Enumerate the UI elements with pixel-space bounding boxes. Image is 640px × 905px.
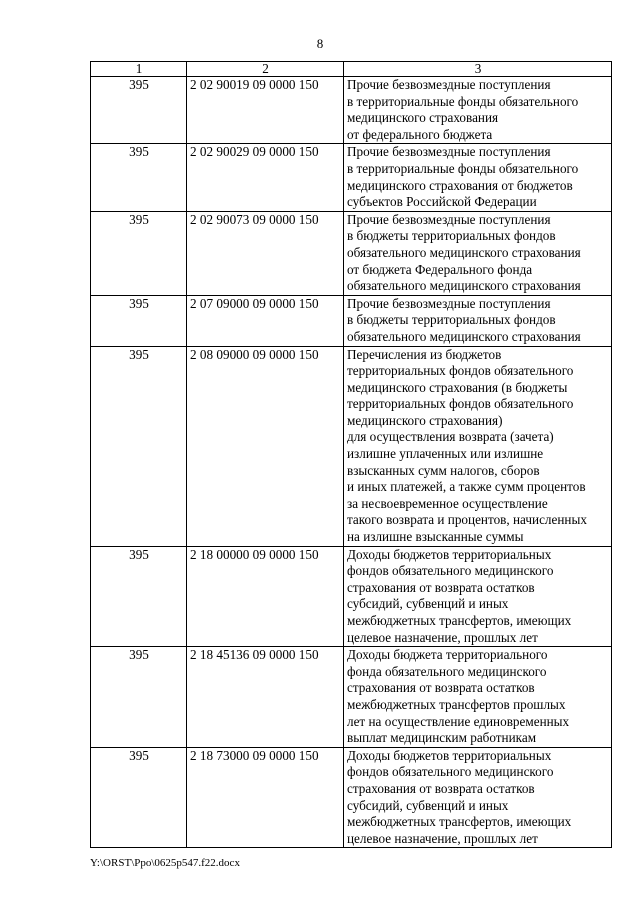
description-line: страхования от возврата остатков — [347, 780, 535, 796]
description-line: межбюджетных трансфертов, имеющих — [347, 613, 572, 628]
description-line: медицинского страхования от бюджетов — [347, 177, 573, 193]
description-line: территориальных фондов обязательного — [347, 363, 574, 379]
description-cell — [344, 546, 612, 647]
description-line: Доходы бюджетов территориальных — [347, 546, 552, 562]
description-line: субсидий, субвенций и иных — [347, 596, 509, 612]
admin-code-cell: 395 — [91, 546, 187, 647]
description-line: медицинского страхования — [347, 110, 499, 126]
revenue-code-cell: 2 18 73000 09 0000 150 — [187, 747, 344, 848]
description-line: выплат медицинским работникам — [347, 730, 537, 746]
description-line: страхования от возврата остатков — [347, 579, 535, 595]
revenue-code-cell: 2 08 09000 09 0000 150 — [187, 346, 344, 546]
admin-code-cell: 395 — [91, 295, 187, 346]
table-row — [91, 346, 612, 546]
description-line: и иных платежей, а также сумм процентов — [347, 479, 586, 495]
admin-code-cell: 395 — [91, 747, 187, 848]
revenue-code-cell: 2 02 90029 09 0000 150 — [187, 144, 344, 211]
description-line: межбюджетных трансфертов прошлых — [347, 696, 566, 712]
description-line: в территориальные фонды обязательного — [347, 160, 579, 176]
description-line: Прочие безвозмездные поступления — [347, 144, 551, 160]
description-line: Доходы бюджетов территориальных — [347, 747, 552, 763]
revenue-code-cell: 2 18 00000 09 0000 150 — [187, 546, 344, 647]
description-line: излишне уплаченных или излишне — [347, 446, 544, 462]
description-line: Доходы бюджета территориального — [347, 647, 548, 663]
description-line: Прочие безвозмездные поступления — [347, 77, 551, 92]
description-line: межбюджетных трансфертов, имеющих — [347, 814, 572, 830]
description-line: от бюджета Федерального фонда — [347, 261, 533, 277]
admin-code-cell: 395 — [91, 647, 187, 748]
table-row — [91, 77, 612, 144]
table-header-row — [91, 62, 612, 77]
header-col-3: 3 — [344, 62, 612, 77]
description-line: Прочие безвозмездные поступления — [347, 295, 551, 311]
table-body — [91, 77, 612, 848]
description-line: медицинского страхования) — [347, 412, 503, 428]
description-line: фондов обязательного медицинского — [347, 764, 554, 780]
description-line: за несвоевременное осуществление — [347, 495, 548, 511]
description-cell — [344, 647, 612, 748]
table-row — [91, 211, 612, 295]
description-line: медицинского страхования (в бюджеты — [347, 379, 568, 395]
description-line: от федерального бюджета — [347, 126, 493, 142]
description-line: в бюджеты территориальных фондов — [347, 228, 556, 244]
description-line: в территориальные фонды обязательного — [347, 93, 579, 109]
admin-code-cell: 395 — [91, 346, 187, 546]
revenue-code-cell: 2 02 90019 09 0000 150 — [187, 77, 344, 144]
description-line: фонда обязательного медицинского — [347, 663, 547, 679]
description-line: взысканных сумм налогов, сборов — [347, 462, 540, 478]
description-line: для осуществления возврата (зачета) — [347, 429, 554, 445]
description-line: обязательного медицинского страхования — [347, 328, 581, 344]
description-line: целевое назначение, прошлых лет — [347, 830, 538, 846]
table-row — [91, 747, 612, 848]
description-line: фондов обязательного медицинского — [347, 563, 554, 579]
admin-code-cell: 395 — [91, 211, 187, 295]
description-line: целевое назначение, прошлых лет — [347, 629, 538, 645]
description-line: в бюджеты территориальных фондов — [347, 312, 556, 328]
budget-codes-table — [90, 61, 612, 848]
description-line: обязательного медицинского страхования — [347, 244, 581, 260]
table-row — [91, 295, 612, 346]
description-line: Прочие безвозмездные поступления — [347, 211, 551, 227]
description-line: обязательного медицинского страхования — [347, 278, 581, 294]
description-line: территориальных фондов обязательного — [347, 396, 574, 412]
description-cell — [344, 77, 612, 144]
revenue-code-cell: 2 07 09000 09 0000 150 — [187, 295, 344, 346]
table-row — [91, 647, 612, 748]
description-line: субсидий, субвенций и иных — [347, 797, 509, 813]
footer-file-path: Y:\ORST\Ppo\0625p547.f22.docx — [90, 857, 240, 869]
description-line: Перечисления из бюджетов — [347, 346, 502, 362]
description-line: субъектов Российской Федерации — [347, 194, 537, 210]
revenue-code-cell: 2 02 90073 09 0000 150 — [187, 211, 344, 295]
admin-code-cell: 395 — [91, 144, 187, 211]
description-cell — [344, 747, 612, 848]
table-row — [91, 144, 612, 211]
header-col-1: 1 — [91, 62, 187, 77]
header-col-2: 2 — [187, 62, 344, 77]
description-line: на излишне взысканные суммы — [347, 529, 524, 545]
revenue-code-cell: 2 18 45136 09 0000 150 — [187, 647, 344, 748]
description-cell — [344, 346, 612, 546]
admin-code-cell: 395 — [91, 77, 187, 144]
description-line: страхования от возврата остатков — [347, 680, 535, 696]
description-cell — [344, 144, 612, 211]
page-number: 8 — [316, 36, 324, 51]
description-cell — [344, 211, 612, 295]
description-line: такого возврата и процентов, начисленных — [347, 512, 587, 528]
description-line: лет на осуществление единовременных — [347, 713, 570, 729]
description-cell — [344, 295, 612, 346]
table-row — [91, 546, 612, 647]
